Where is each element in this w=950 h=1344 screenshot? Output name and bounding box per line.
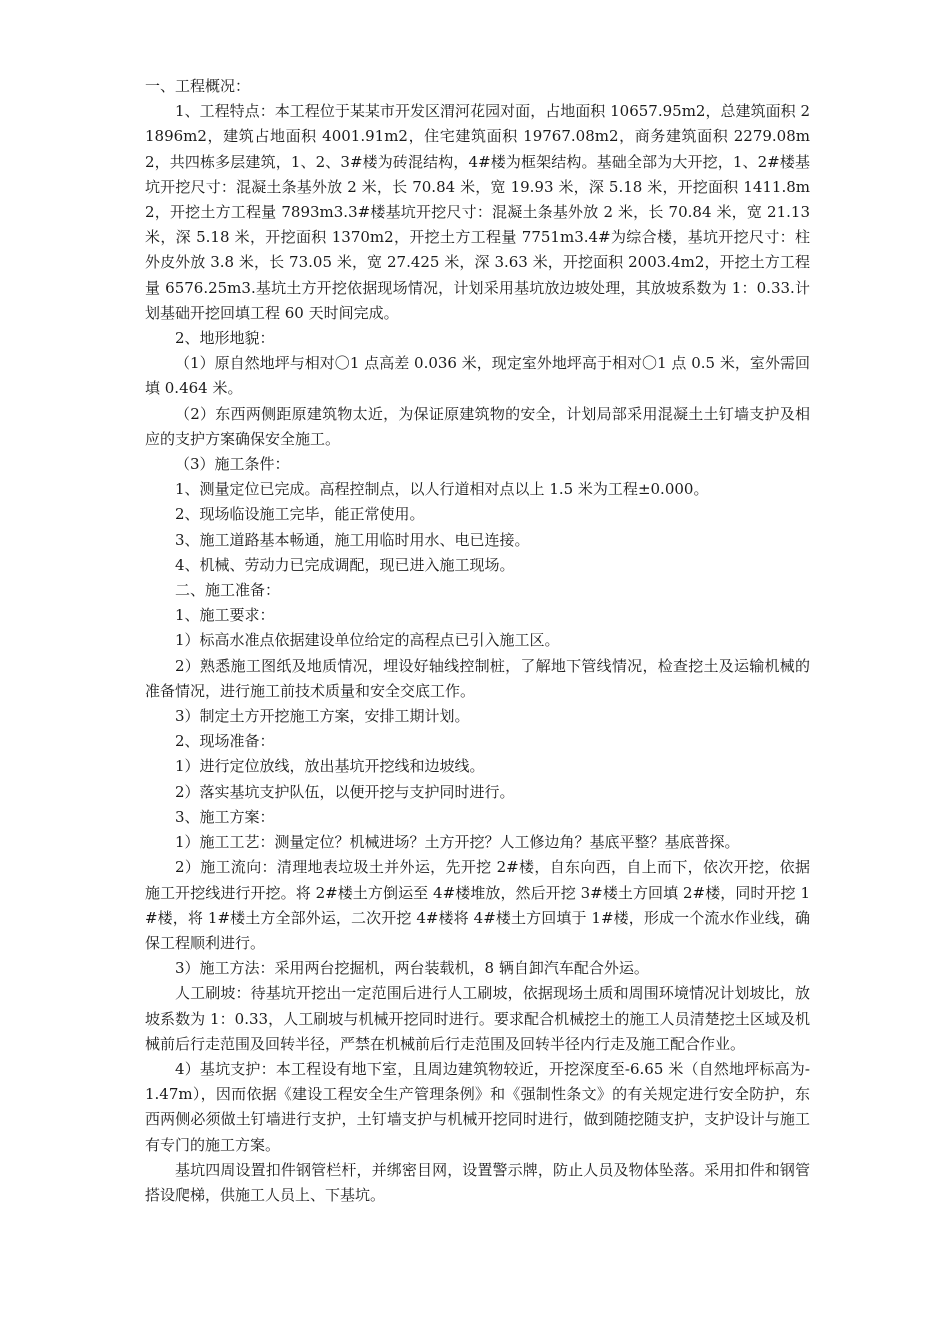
list-item-site-1: 1）进行定位放线，放出基坑开挖线和边坡线。 <box>175 757 485 776</box>
list-item-plan-method: 3）施工方法：采用两台挖掘机，两台装载机，8 辆自卸汽车配合外运。 <box>175 959 649 978</box>
subheading-conditions: （3）施工条件： <box>175 455 290 474</box>
subheading-requirements: 1、施工要求： <box>175 606 275 625</box>
subheading-site-preparation: 2、现场准备： <box>175 732 275 751</box>
paragraph-railing: 基坑四周设置扣件钢管栏杆，并绑密目网，设置警示牌，防止人员及物体坠落。采用扣件和钢管搭设爬梯，供施工人员上、下基坑。 <box>145 1160 810 1204</box>
paragraph-terrain-2: （2）东西两侧距原建筑物太近，为保证原建筑物的安全，计划局部采用混凝土土钉墙支护及相应的支护方案确保安全施工。 <box>145 404 810 448</box>
paragraph-terrain-1: （1）原自然地坪与相对〇1 点高差 0.036 米，现定室外地坪高于相对〇1 点 0.5 米，室外需回填 0.464 米。 <box>145 354 810 398</box>
paragraph-manual-slope: 人工刷坡：待基坑开挖出一定范围后进行人工刷坡，依据现场土质和周围环境情况计划坡比，放坡系数为 1：0.33，人工刷坡与机械开挖同时进行。要求配合机械挖土的施工人员清楚挖土区域及机械前后行走范围及回转半径，严禁在机械前后行走范围及回转半径内行走及施工配合作业。 <box>145 984 810 1053</box>
list-item-requirement-1: 1）标高水准点依据建设单位给定的高程点已引入施工区。 <box>175 631 560 650</box>
list-item-site-2: 2）落实基坑支护队伍，以便开挖与支护同时进行。 <box>175 782 515 801</box>
section-heading-overview: 一、工程概况： <box>145 77 251 95</box>
list-item-condition-3: 3、施工道路基本畅通，施工用临时用水、电已连接。 <box>175 530 530 549</box>
list-item-plan-process: 1）施工工艺：测量定位？机械进场？土方开挖？人工修边角？基底平整？基底普探。 <box>175 833 740 852</box>
list-item-requirement-3: 3）制定土方开挖施工方案，安排工期计划。 <box>175 707 470 726</box>
subheading-terrain: 2、地形地貌： <box>175 329 275 348</box>
section-heading-preparation: 二、施工准备： <box>175 581 281 600</box>
list-item-pit-support: 4）基坑支护：本工程设有地下室，且周边建筑物较近，开挖深度至-6.65 米（自然地坪标高为-1.47m），因而依据《建设工程安全生产管理条例》和《强制性条文》的有关规定进行安全防护，东西两侧必须做土钉墙进行支护，土钉墙支护与机械开挖同时进行，做到随挖随支护，支护设计与施工有专门的施工方案。 <box>145 1059 810 1154</box>
subheading-plan: 3、施工方案： <box>175 807 275 826</box>
list-item-condition-4: 4、机械、劳动力已完成调配，现已进入施工现场。 <box>175 555 515 574</box>
list-item-plan-flow: 2）施工流向：清理地表垃圾土并外运，先开挖 2#楼，自东向西，自上而下，依次开挖，依据施工开挖线进行开挖。将 2#楼土方倒运至 4#楼堆放，然后开挖 3#楼土方回填 2#楼，同时开挖 1#楼，将 1#楼土方全部外运，二次开挖 4#楼将 4#楼土方回填于 1#楼，形成一个流水作业线，确保工程顺利进行。 <box>145 858 810 952</box>
paragraph-project-features: 1、工程特点：本工程位于某某市开发区渭河花园对面，占地面积 10657.95m2，总建筑面积 21896m2，建筑占地面积 4001.91m2，住宅建筑面积 19767.08m2，商务建筑面积 2279.08m2，共四栋多层建筑，1、2、3#楼为砖混结构，4#楼为框架结构。基础全部为大开挖，1、2#楼基坑开挖尺寸：混凝土条基外放 2 米，长 70.84 米，宽 19.93 米，深 5.18 米，开挖面积 1411.8m2，开挖土方工程量 7893m3.3#楼基坑开挖尺寸：混凝土条基外放 2 米，长 70.84 米，宽 21.13 米，深 5.18 米，开挖面积 1370m2，开挖土方工程量 7751m3.4#为综合楼，基坑开挖尺寸：柱外皮外放 3.8 米，长 73.05 米，宽 27.425 米，深 3.63 米，开挖面积 2003.4m2，开挖土方工程量 6576.25m3.基坑土方开挖依据现场情况，计划采用基坑放边坡处理，其放坡系数为 1：0.33.计划基础开挖回填工程 60 天时间完成。 <box>145 102 810 322</box>
document-page <box>145 74 810 1208</box>
list-item-condition-1: 1、测量定位已完成。高程控制点，以人行道相对点以上 1.5 米为工程±0.000。 <box>175 480 709 499</box>
list-item-requirement-2: 2）熟悉施工图纸及地质情况，埋设好轴线控制桩，了解地下管线情况，检查挖土及运输机械的准备情况，进行施工前技术质量和安全交底工作。 <box>145 656 810 700</box>
list-item-condition-2: 2、现场临设施工完毕，能正常使用。 <box>175 505 425 524</box>
